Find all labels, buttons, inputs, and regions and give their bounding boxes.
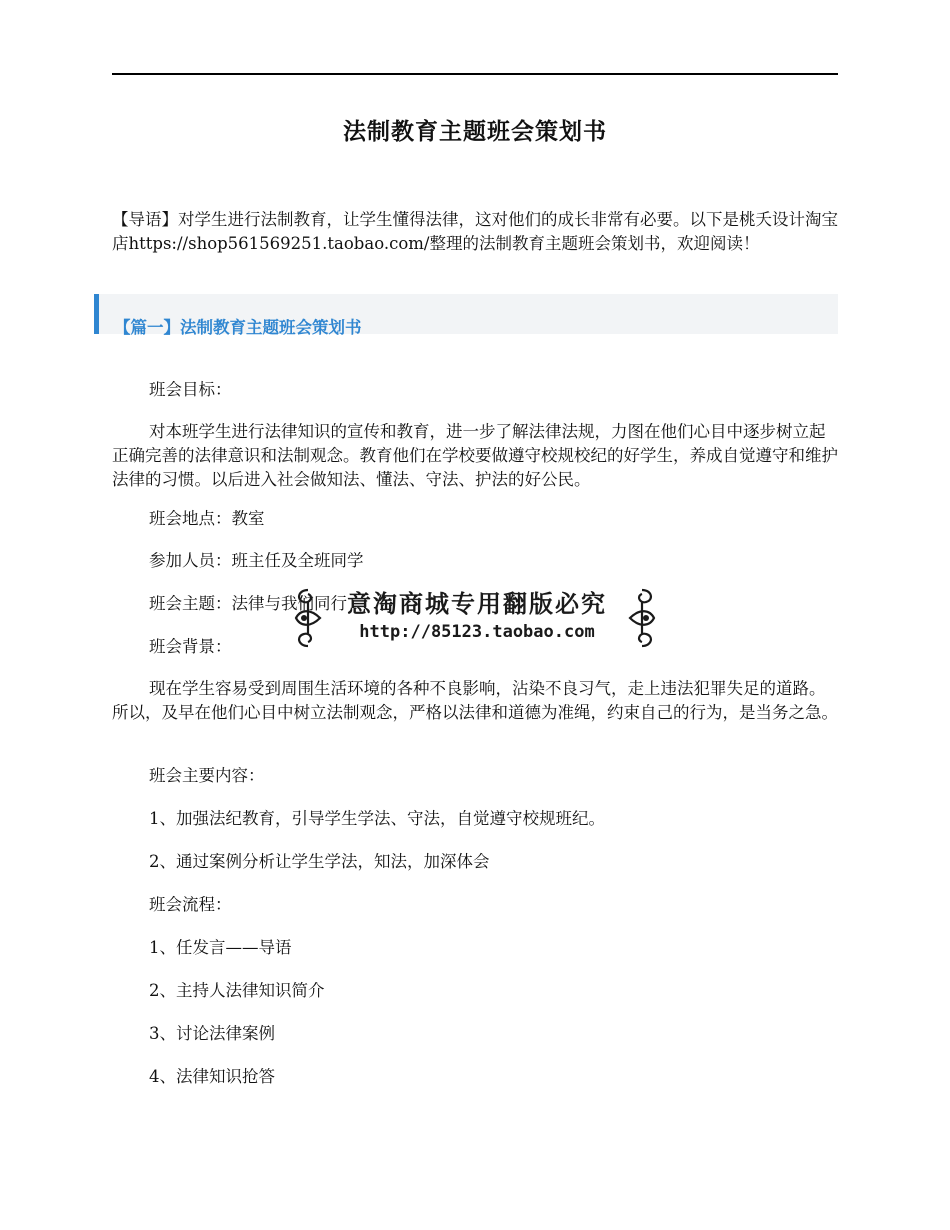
top-rule [112,73,838,75]
document-title: 法制教育主题班会策划书 [343,118,607,145]
paragraph: 1、任发言——导语 [149,938,292,957]
paragraph: 2、通过案例分析让学生学法，知法，加深体会 [149,852,490,871]
paragraph: 现在学生容易受到周围生活环境的各种不良影响，沾染不良习气，走上违法犯罪失足的道路。所以，及早在他们心目中树立法制观念，严格以法律和道德为准绳，约束自己的行为，是当务之急。 [112,679,838,722]
intro-paragraph: 【导语】对学生进行法制教育，让学生懂得法律，这对他们的成长非常有必要。以下是桃夭设计淘宝店https://shop561569251.taobao.com/整理的法制教育主题班会策划书，欢迎阅读！ [112,210,838,253]
section-accent [94,294,99,334]
paragraph: 4、法律知识抢答 [149,1067,275,1086]
paragraph: 班会流程： [149,895,232,914]
paragraph: 班会主要内容： [149,766,265,785]
paragraph: 对本班学生进行法律知识的宣传和教育，进一步了解法律法规，力图在他们心目中逐步树立起正确完善的法律意识和法制观念。教育他们在学校要做遵守校规校纪的好学生，养成自觉遵守和维护法律的习惯。以后进入社会做知法、懂法、守法、护法的好公民。 [112,422,838,489]
paragraph: 班会背景： [149,637,232,656]
section-heading-bar [94,294,838,337]
paragraph: 班会主题：法律与我们同行 [149,594,347,613]
paragraph: 2、主持人法律知识简介 [149,981,325,1000]
paragraph: 班会地点：教室 [149,509,265,528]
watermark-title: 意淘商城专用翻版必究 [347,590,607,618]
section-heading: 【篇一】法制教育主题班会策划书 [114,318,362,337]
paragraph: 参加人员：班主任及全班同学 [149,551,364,570]
right-ornament-icon [624,586,660,650]
left-ornament-icon [290,586,326,650]
paragraph: 1、加强法纪教育，引导学生学法、守法，自觉遵守校规班纪。 [149,809,605,828]
paragraph: 3、讨论法律案例 [149,1024,275,1043]
watermark-url: http://85123.taobao.com [359,622,595,642]
paragraph: 班会目标： [149,380,232,399]
watermark [290,582,660,652]
